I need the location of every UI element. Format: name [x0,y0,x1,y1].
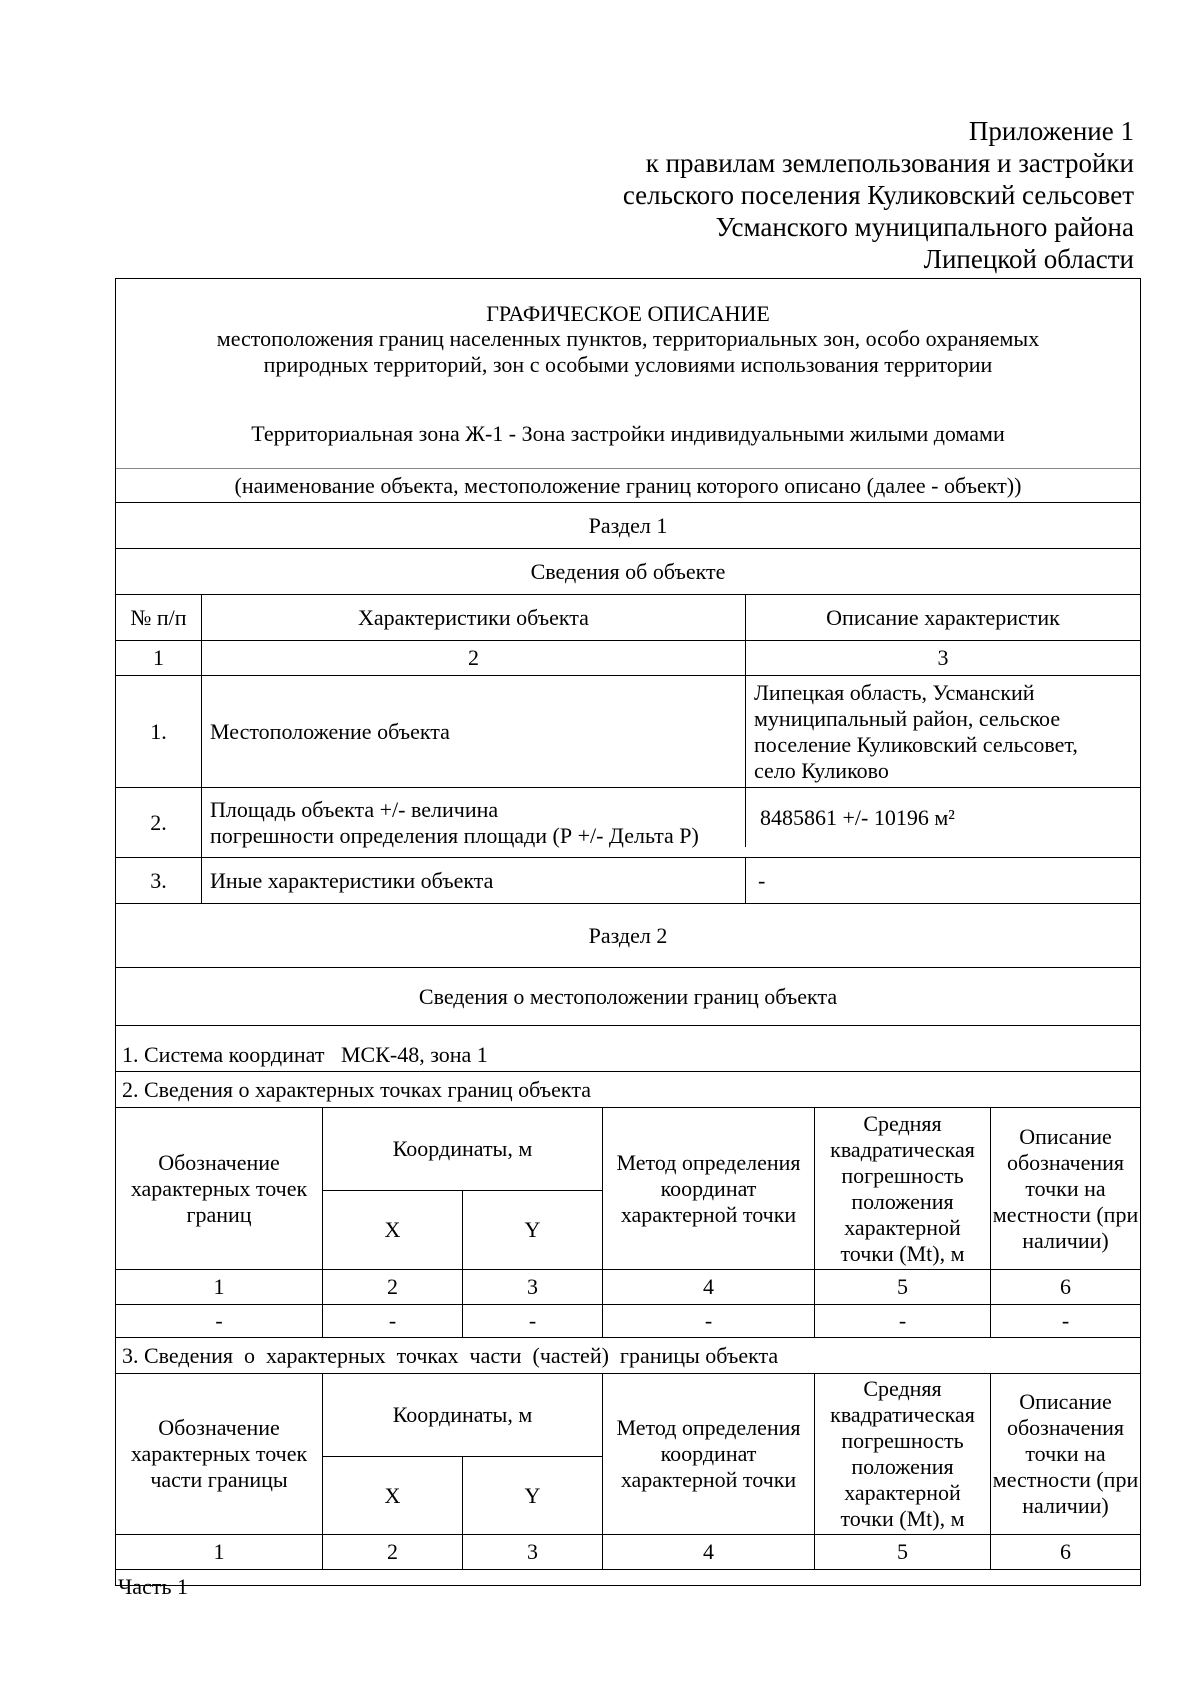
header-line: характерной точки [620,1201,797,1227]
object-caption-row [116,469,1140,503]
form-subtitle-line1: местоположения границ населенных пунктов, территориальных зон, особо охраняемых [216,326,1040,351]
header-line: обозначения [1006,1415,1125,1440]
appendix-line: сельского поселения Куликовский сельсовет [622,180,1134,210]
column-header-description: Описание характеристик [745,595,1140,640]
column-header-number: № п/п [130,604,187,630]
row-description: - [745,858,1140,903]
header-description [990,1108,1140,1269]
description-line: село Куликово [754,757,889,783]
section1-title: Раздел 1 [588,512,668,538]
appendix-line: Усманского муниципального района [715,212,1134,242]
column-header-characteristic: Характеристики объекта [201,595,745,640]
header-y: Y [462,1456,602,1534]
header-line: квадратическая [830,1402,975,1427]
header-line: точки (Mt), м [840,1506,965,1531]
part-points-table-header [116,1374,1140,1535]
appendix-block [623,115,1134,275]
header-line: Обозначение [158,1415,280,1440]
header-line: части границы [150,1467,288,1492]
column-number: 3 [462,1270,602,1304]
section2-subtitle-row [116,968,1140,1026]
column-number: 3 [745,641,1140,675]
column-number: 4 [602,1535,814,1569]
header-coordinates: Координаты, м [322,1374,602,1456]
table-row [116,788,1140,858]
section2-title-row [116,904,1140,968]
header-line: местности (при [992,1201,1139,1227]
header-line: положения [851,1188,954,1214]
header-x: X [322,1456,462,1534]
empty-cell: - [215,1308,223,1333]
object-caption: (наименование объекта, местоположение границ которого описано (далее - объект)) [234,472,1022,498]
header-method [602,1108,814,1269]
empty-cell: - [602,1305,814,1337]
empty-cell: - [990,1305,1140,1337]
row-number: 1. [150,718,167,744]
header-designation-part [116,1374,322,1534]
appendix-line: к правилам землепользования и застройки [645,148,1134,178]
header-line: Описание [1019,1389,1112,1414]
header-coordinates: Координаты, м [322,1108,602,1190]
points-table-header [116,1108,1140,1270]
header-method [602,1374,814,1534]
row-characteristic: Местоположение объекта [201,676,745,787]
part-points-number-row [116,1535,1140,1570]
header-line: квадратическая [830,1136,975,1162]
part-points-heading: 3. Сведения о характерных точках части (частей) границы объекта [122,1342,779,1368]
table-row [116,858,1140,904]
header-line: Описание [1019,1123,1112,1149]
header-y: Y [462,1190,602,1269]
row-number: 2. [150,809,167,835]
section2-subtitle: Сведения о местоположении границ объекта [418,983,838,1009]
header-line: характерных точек [130,1441,308,1466]
header-line: положения [851,1454,954,1479]
header-line: координат [660,1441,757,1466]
section1-header-row [116,595,1140,641]
part-points-heading-row [116,1338,1140,1374]
part-label-row [116,1570,1140,1599]
description-line: муниципальный район, сельское [754,705,1061,731]
empty-cell: - [322,1305,462,1337]
header-designation [116,1108,322,1269]
column-number: 3 [462,1535,602,1569]
column-number: 5 [814,1270,990,1304]
table-row [116,1305,1140,1338]
header-line: наличии) [1022,1227,1109,1253]
header-line: обозначения [1006,1149,1125,1175]
header-error [814,1374,990,1534]
header-line: местности (при [992,1467,1139,1492]
characteristic-line: погрешности определения площади (Р +/- Дельта Р) [210,822,699,848]
header-line: Метод определения [616,1415,801,1440]
row-description: 8485861 +/- 10196 м² [745,788,1140,847]
header-line: границ [186,1201,252,1227]
header-error [814,1108,990,1269]
form-subtitle-line2: природных территорий, зон с особыми условиями использования территории [263,352,993,377]
header-line: точки на [1025,1441,1106,1466]
header-line: Средняя [863,1376,942,1401]
empty-cell: - [462,1305,602,1337]
row-number: 3. [150,867,167,893]
header-line: характерной точки [620,1467,797,1492]
header-line: наличии) [1022,1493,1109,1518]
section2-title: Раздел 2 [588,922,668,948]
column-number: 2 [201,641,745,675]
header-line: точки на [1025,1175,1106,1201]
section1-number-row [116,641,1140,676]
column-number: 2 [322,1270,462,1304]
header-line: погрешность [841,1162,964,1188]
points-heading: 2. Сведения о характерных точках границ объекта [122,1076,591,1102]
graphic-description-form [115,278,1141,1599]
column-number: 6 [990,1270,1140,1304]
section1-subtitle-row [116,549,1140,595]
coord-system: 1. Система координат МСК-48, зона 1 [122,1041,488,1067]
column-number: 1 [213,1539,225,1564]
column-number: 2 [322,1535,462,1569]
row-characteristic: Иные характеристики объекта [201,858,745,903]
column-number: 5 [814,1535,990,1569]
header-line: координат [660,1175,757,1201]
section1-subtitle: Сведения об объекте [530,558,726,584]
coord-system-row [116,1026,1140,1072]
header-line: характерной [844,1480,961,1505]
characteristic-line: Площадь объекта +/- величина [210,796,499,822]
object-name: Территориальная зона Ж-1 - Зона застройки индивидуальными жилыми домами [251,421,1005,446]
header-x: X [322,1190,462,1269]
header-description [990,1374,1140,1534]
description-line: Липецкая область, Усманский [754,679,1035,705]
column-number: 6 [990,1535,1140,1569]
header-line: Обозначение [158,1149,280,1175]
points-heading-row [116,1072,1140,1108]
header-line: погрешность [841,1428,964,1453]
form-header [116,279,1140,469]
description-line: поселение Куликовский сельсовет, [754,731,1078,757]
part-label: Часть 1 [118,1574,188,1599]
header-line: характерной [844,1214,961,1240]
column-number: 1 [213,1274,225,1299]
table-row [116,676,1140,788]
column-number: 1 [153,645,164,670]
header-line: точки (Mt), м [840,1240,965,1266]
points-number-row [116,1270,1140,1305]
row-characteristic [201,788,745,857]
empty-cell: - [814,1305,990,1337]
row-description [745,676,1140,787]
header-line: характерных точек [130,1175,308,1201]
appendix-line: Липецкой области [923,244,1134,274]
header-line: Метод определения [616,1149,801,1175]
column-number: 4 [602,1270,814,1304]
header-line: Средняя [863,1110,942,1136]
appendix-line: Приложение 1 [968,116,1134,146]
section1-title-row [116,503,1140,549]
form-title: ГРАФИЧЕСКОЕ ОПИСАНИЕ [486,301,770,326]
